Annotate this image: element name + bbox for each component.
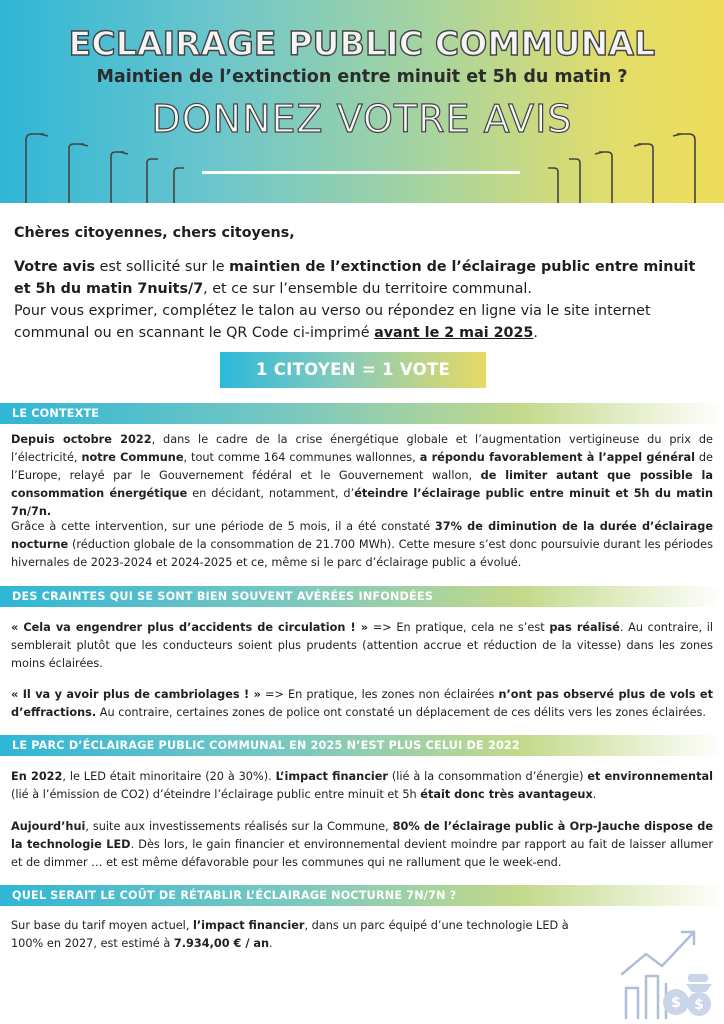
text: . Au contraire, il semblerait plutôt que les conducteurs soient plus prudents (attention accrue et réduction de la vitesse) dans les zones moins éclairées. xyxy=(11,621,714,670)
cost-paragraph xyxy=(11,917,571,953)
bold-text: Aujourd’hui xyxy=(11,820,86,833)
text: . Dès lors, le gain financier et environnemental devient moindre par rapport au fait de laisser allumer et de dimmer … et est même défavorable pour les communes qui ne rallument que le week-end. xyxy=(11,838,714,869)
fears-paragraph-1 xyxy=(11,619,713,673)
vote-banner: 1 CITOYEN = 1 VOTE xyxy=(220,352,486,388)
intro-text: . xyxy=(533,325,538,341)
call-to-action-heading: DONNEZ VOTRE AVIS xyxy=(151,97,573,141)
section-heading-fears: DES CRAINTES QUI SE SONT BIEN SOUVENT AVÉRÉES INFONDÉES xyxy=(0,586,724,607)
context-paragraph-1 xyxy=(11,431,713,521)
bold-text: était donc très avantageux xyxy=(420,788,593,801)
intro-paragraph-1 xyxy=(14,256,712,300)
page-subtitle: Maintien de l’extinction entre minuit et 5h du matin ? xyxy=(96,67,628,87)
bold-text: En 2022 xyxy=(11,770,63,783)
section-heading-led-park: LE PARC D’ÉCLAIRAGE PUBLIC COMMUNAL EN 2025 N’EST PLUS CELUI DE 2022 xyxy=(0,735,724,756)
text: . xyxy=(269,937,273,950)
bold-text: n’ont pas observé plus de vols et d’effractions. xyxy=(11,688,713,719)
led-paragraph-2 xyxy=(11,818,713,872)
text: , tout comme 164 communes wallonnes, xyxy=(183,451,420,464)
bold-text: a répondu favorablement à l’appel général xyxy=(419,451,695,464)
intro-text: est sollicité sur le xyxy=(95,259,230,275)
bold-text: « Cela va engendrer plus d’accidents de circulation ! » xyxy=(11,621,368,634)
header-divider xyxy=(202,171,520,174)
bold-text: « Il va y avoir plus de cambriolages ! » xyxy=(11,688,261,701)
text: , dans un parc équipé d’une technologie LED à 100% en 2027, est estimé à xyxy=(11,919,569,950)
intro-bold: maintien de l’extinction de l’éclairage public entre minuit et 5h du matin 7nuits/7 xyxy=(14,259,696,297)
bold-text: L’impact financier xyxy=(275,770,388,783)
text: (lié à l’émission de CO2) d’éteindre l’éclairage public entre minuit et 5h xyxy=(11,788,421,801)
bold-text: notre Commune xyxy=(81,451,184,464)
led-paragraph-1 xyxy=(11,768,713,804)
bold-text: pas réalisé xyxy=(549,621,620,634)
bold-text: l’impact financier xyxy=(193,919,305,932)
bold-text: éteindre l’éclairage public entre minuit et 5h du matin 7n/7n. xyxy=(11,487,713,518)
bold-text: de limiter autant que possible la consommation énergétique xyxy=(11,469,713,500)
section-heading-cost: QUEL SERAIT LE COÛT DE RÉTABLIR L’ÉCLAIRAGE NOCTURNE 7N/7N ? xyxy=(0,885,724,906)
money-growth-icon xyxy=(616,922,716,1020)
text: , dans le cadre de la crise énergétique globale et l’augmentation vertigineuse du prix de l’électricité, xyxy=(11,433,713,464)
text: (lié à la consommation d’énergie) xyxy=(388,770,588,783)
text: , le LED était minoritaire (20 à 30%). xyxy=(62,770,276,783)
text: , suite aux investissements réalisés sur la Commune, xyxy=(85,820,393,833)
context-paragraph-2 xyxy=(11,518,713,572)
text: Sur base du tarif moyen actuel, xyxy=(11,919,194,932)
salutation: Chères citoyennes, chers citoyens, xyxy=(14,225,295,241)
cost-amount: 7.934,00 € / an xyxy=(173,937,270,950)
svg-text:$: $ xyxy=(694,997,704,1013)
intro-text: Pour vous exprimer, complétez le talon au verso ou répondez en ligne via le site internet communal ou en scannant le QR Code ci-imprimé xyxy=(14,303,651,341)
bold-text: 80% de l’éclairage public à Orp-Jauche dispose de la technologie LED xyxy=(11,820,713,851)
header-banner xyxy=(0,0,724,203)
text: Au contraire, certaines zones de police ont constaté un déplacement de ces délits vers les zones éclairées. xyxy=(96,706,707,719)
text: => En pratique, les zones non éclairées xyxy=(260,688,499,701)
svg-text:$: $ xyxy=(671,995,681,1011)
text: de l’Europe, relayé par le Gouvernement fédéral et le Gouvernement wallon, xyxy=(11,451,713,482)
deadline-date: avant le 2 mai 2025 xyxy=(374,325,534,341)
text: en décidant, notamment, d’ xyxy=(187,487,355,500)
intro-block xyxy=(14,222,712,344)
page-title: ECLAIRAGE PUBLIC COMMUNAL xyxy=(68,24,656,63)
text: (réduction globale de la consommation de 21.700 MWh). Cette mesure s’est donc poursuivie durant les périodes hivernales de 2023-2024 et 2024-2025 et ce, même si le parc d’éclairage public a évolué. xyxy=(11,538,713,569)
section-heading-context: LE CONTEXTE xyxy=(0,403,724,424)
text: . xyxy=(592,788,597,801)
intro-bold: Votre avis xyxy=(14,259,96,275)
text: Grâce à cette intervention, sur une période de 5 mois, il a été constaté xyxy=(11,520,435,533)
text: => En pratique, cela ne s’est xyxy=(368,621,550,634)
intro-text: , et ce sur l’ensemble du territoire communal. xyxy=(203,281,532,297)
intro-paragraph-2 xyxy=(14,300,712,344)
bold-text: 37% de diminution de la durée d’éclairage nocturne xyxy=(11,520,713,551)
fears-paragraph-2 xyxy=(11,686,713,722)
bold-text: Depuis octobre 2022 xyxy=(11,433,152,446)
bold-text: et environnemental xyxy=(587,770,713,783)
